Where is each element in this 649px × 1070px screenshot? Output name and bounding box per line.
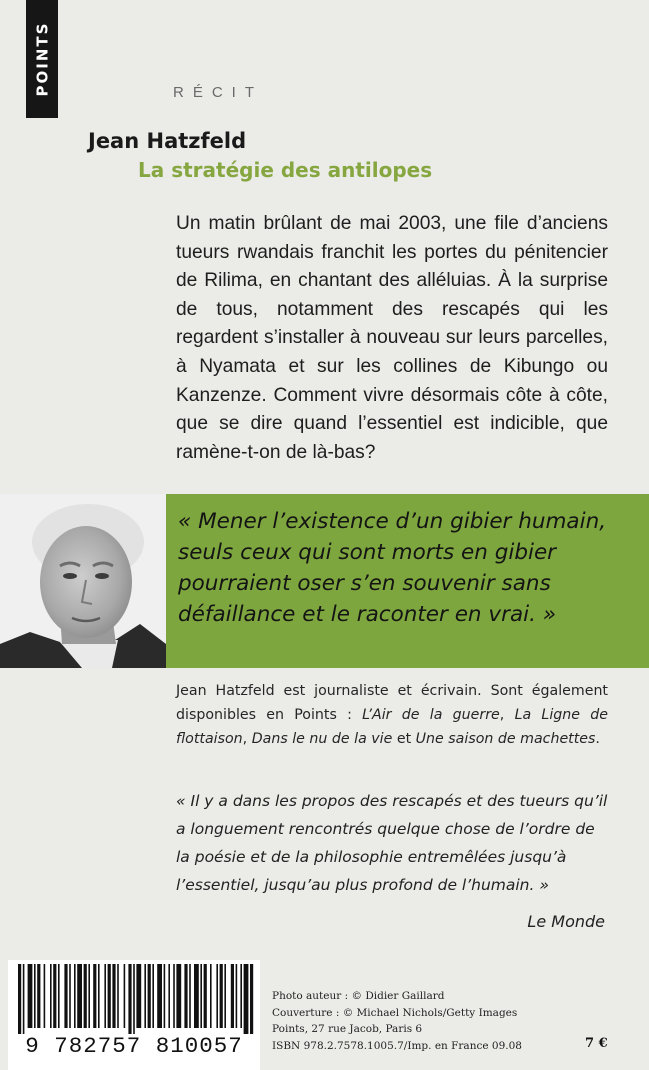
barcode-bar xyxy=(37,964,40,1028)
barcode-bar xyxy=(173,964,175,1028)
barcode-bar xyxy=(216,964,218,1028)
bio-book-title: La Ligne de flottaison xyxy=(176,707,608,747)
barcode-bar xyxy=(136,964,141,1028)
barcode-bars xyxy=(8,960,260,1034)
barcode-bar xyxy=(34,964,36,1028)
barcode-bar xyxy=(98,964,100,1028)
barcode-bar xyxy=(108,964,111,1028)
barcode-bar xyxy=(210,964,212,1028)
barcode-bar xyxy=(152,964,154,1028)
barcode-bar xyxy=(240,964,242,1028)
barcode-bar xyxy=(112,964,115,1028)
barcode-bar xyxy=(157,964,162,1028)
barcode-bar xyxy=(176,964,181,1028)
barcode-bar xyxy=(64,964,67,1028)
barcode-bar xyxy=(74,964,76,1028)
publisher-tab xyxy=(26,0,58,118)
press-source: Le Monde xyxy=(527,912,605,931)
barcode-bar xyxy=(184,964,187,1028)
credit-line: Points, 27 rue Jacob, Paris 6 xyxy=(272,1023,423,1035)
barcode-bar xyxy=(18,964,21,1034)
barcode-bar xyxy=(194,964,199,1028)
barcode-bar xyxy=(144,964,146,1028)
barcode-bar xyxy=(164,964,166,1028)
barcode-bar xyxy=(236,964,238,1028)
barcode-bar xyxy=(23,964,25,1034)
barcode-bar xyxy=(58,964,60,1028)
press-quote: « Il y a dans les propos des rescapés et des tueurs qu’il a longuement rencontrés quelque chose de l’ordre de la poésie et de la philosophie entremêlées jusqu’à l’essentiel, jusqu’au plus profond de l’humain. » xyxy=(176,792,608,894)
barcode-bar xyxy=(244,964,249,1034)
credit-line: Photo auteur : © Didier Gaillard xyxy=(272,990,445,1002)
bio-book-title: Dans le nu de la vie xyxy=(251,731,393,747)
barcode-bar xyxy=(53,964,56,1028)
credit-line: Couverture : © Michael Nichols/Getty Images xyxy=(272,1006,518,1019)
bio-book-title: L’Air de la guerre xyxy=(362,707,500,723)
barcode-bar xyxy=(204,964,207,1028)
barcode-bar xyxy=(117,964,119,1028)
bio-intro: Jean Hatzfeld est journaliste et écrivain. Sont également disponibles en Points : xyxy=(176,683,608,723)
barcode-bar xyxy=(44,964,46,1028)
barcode-bar xyxy=(69,964,71,1028)
author-photo xyxy=(0,494,166,668)
barcode-bar xyxy=(84,964,87,1028)
barcode-bar xyxy=(133,964,135,1034)
barcode-bar xyxy=(124,964,126,1028)
barcode-bar xyxy=(128,964,131,1034)
barcode-bar xyxy=(104,964,106,1028)
barcode-bar xyxy=(220,964,223,1028)
credits-block xyxy=(272,988,522,1054)
barcode-bar xyxy=(93,964,96,1028)
barcode-bar xyxy=(148,964,151,1028)
barcode-bar xyxy=(200,964,202,1028)
bio-book-title: Une saison de machettes xyxy=(415,731,596,747)
book-title: La stratégie des antilopes xyxy=(138,158,433,182)
credit-line: ISBN 978.2.7578.1005.7/Imp. en France 09.08 xyxy=(272,1039,522,1052)
bio-end: . xyxy=(595,731,600,747)
featured-quote-band xyxy=(166,494,649,668)
barcode-bar xyxy=(50,964,52,1028)
barcode-bar xyxy=(77,964,82,1028)
featured-quote: « Mener l’existence d’un gibier humain, seuls ceux qui sont morts en gibier pourraient oser s’en souvenir sans défaillance et le raconter en vrai. » xyxy=(178,509,607,627)
author-bio xyxy=(176,679,608,751)
barcode-bar xyxy=(250,964,253,1034)
barcode-bar xyxy=(189,964,191,1028)
bio-separator: et xyxy=(392,731,416,747)
price: 7 € xyxy=(585,1036,608,1051)
genre-label: RÉCIT xyxy=(173,84,263,101)
bio-separator: , xyxy=(499,707,515,723)
barcode-bar xyxy=(231,964,234,1028)
isbn-barcode-number: 9 782757 810057 xyxy=(25,1033,243,1059)
author-name: Jean Hatzfeld xyxy=(88,129,247,153)
bio-separator: , xyxy=(242,731,252,747)
barcode-bar xyxy=(28,964,33,1028)
barcode xyxy=(8,960,260,1070)
publisher-tab-label: POINTS xyxy=(33,21,52,97)
summary-text: Un matin brûlant de mai 2003, une file d’anciens tueurs rwandais franchit les portes du pénitencier de Rilima, en chantant des alléluias. À la surprise de tous, notamment des rescapés qui les regardent s’installer à nouveau sur leurs parcelles, à Nyamata et sur les collines de Kibungo ou Kanzenze. Comment vivre désormais côte à côte, que se dire quand l’essentiel est indicible, que ramène-t-on de là-bas? xyxy=(176,213,608,463)
barcode-bar xyxy=(168,964,170,1028)
barcode-bar xyxy=(224,964,226,1028)
barcode-bar xyxy=(88,964,90,1028)
author-portrait-image xyxy=(0,494,166,668)
